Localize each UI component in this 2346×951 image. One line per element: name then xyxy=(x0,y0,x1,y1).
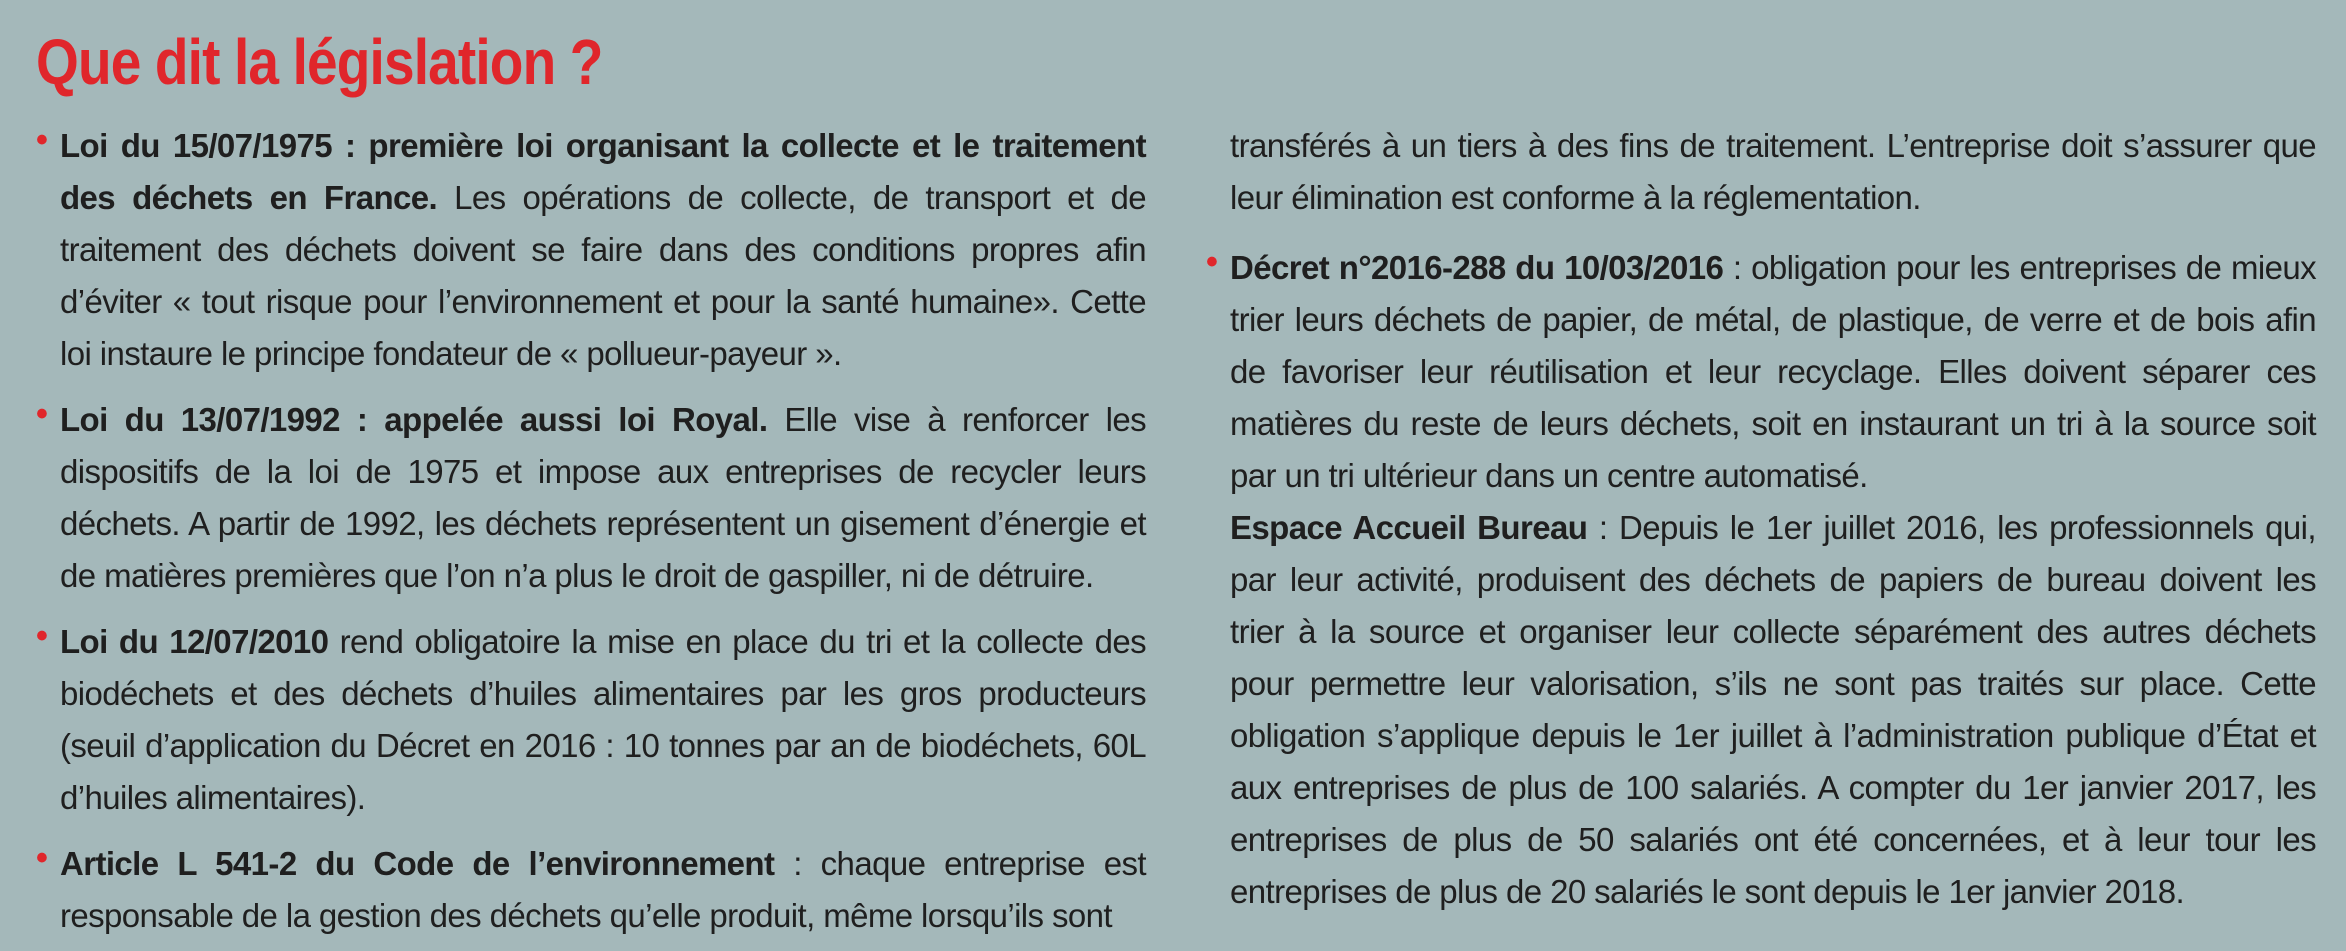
law-1975-lead: Loi du 15/07/1975 : première loi organisant la collecte et le traitement des déchets en France. xyxy=(60,127,1146,216)
law-2010-lead: Loi du 12/07/2010 xyxy=(60,623,329,660)
decree-2016-lead: Décret n°2016-288 du 10/03/2016 xyxy=(1230,249,1724,286)
espace-accueil-bureau-lead: Espace Accueil Bureau xyxy=(1230,509,1588,546)
article-l541-body: : chaque entreprise est responsable de la gestion des déchets qu’elle produit, même lorsqu’ils sont xyxy=(60,845,1146,934)
law-1992-item xyxy=(36,394,1146,602)
page-title: Que dit la législation ? xyxy=(36,26,603,98)
law-1975-body: Les opérations de collecte, de transport et de traitement des déchets doivent se faire dans des conditions propres afin d’éviter « tout risque pour l’environnement et pour la santé humaine». Cette loi instaure le principe fondateur de « pollueur-payeur ». xyxy=(60,179,1146,372)
law-2010-item xyxy=(36,616,1146,824)
law-2010-body: rend obligatoire la mise en place du tri et la collecte des biodéchets et des déchets d’huiles alimentaires par les gros producteurs (seuil d’application du Décret en 2016 : 10 tonnes par an de biodéchets, 60L d’huiles alimentaires). xyxy=(60,623,1146,816)
decree-2016-item xyxy=(1206,242,2316,502)
law-1975-item xyxy=(36,120,1146,380)
law-1992-lead: Loi du 13/07/1992 : appelée aussi loi Royal. xyxy=(60,401,768,438)
article-l541-continuation: transférés à un tiers à des fins de traitement. L’entreprise doit s’assurer que leur élimination est conforme à la réglementation. xyxy=(1230,127,2316,216)
bullet-icon: • xyxy=(36,395,48,433)
article-l541-lead: Article L 541-2 du Code de l’environnement xyxy=(60,845,775,882)
article-l541-item xyxy=(36,838,1146,942)
espace-accueil-bureau-paragraph xyxy=(1230,502,2316,918)
decree-2016-body: : obligation pour les entreprises de mieux trier leurs déchets de papier, de métal, de plastique, de verre et de bois afin de favoriser leur réutilisation et leur recyclage. Elles doivent séparer ces matières du reste de leurs déchets, soit en instaurant un tri à la source soit par un tri ultérieur dans un centre automatisé. xyxy=(1230,249,2316,494)
bullet-icon: • xyxy=(36,617,48,655)
espace-accueil-bureau-body: : Depuis le 1er juillet 2016, les professionnels qui, par leur activité, produisent des déchets de papiers de bureau doivent les trier à la source et organiser leur collecte séparément des autres déchets pour permettre leur valorisation, s’ils ne sont pas traités sur place. Cette obligation s’applique depuis le 1er juillet à l’administration publique d’État et aux entreprises de plus de 100 salariés. A compter du 1er janvier 2017, les entreprises de plus de 50 salariés ont été concernées, et à leur tour les entreprises de plus de 20 salariés le sont depuis le 1er janvier 2018. xyxy=(1230,509,2316,910)
bullet-icon: • xyxy=(36,839,48,877)
right-column xyxy=(1206,120,2316,918)
law-1992-body: Elle vise à renforcer les dispositifs de la loi de 1975 et impose aux entreprises de recycler leurs déchets. A partir de 1992, les déchets représentent un gisement d’énergie et de matières premières que l’on n’a plus le droit de gaspiller, ni de détruire. xyxy=(60,401,1146,594)
bullet-icon: • xyxy=(36,121,48,159)
bullet-icon: • xyxy=(1206,243,1218,281)
left-column xyxy=(36,120,1146,942)
